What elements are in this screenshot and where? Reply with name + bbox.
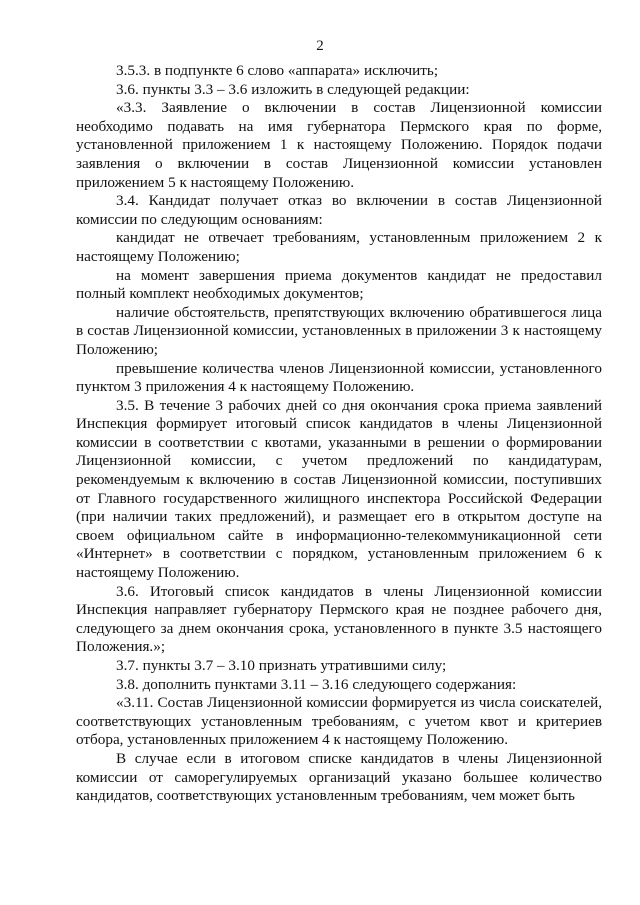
refusal-reason-2: на момент завершения приема документов кандидат не предоставил полный комплект необходимых документов; <box>76 266 602 303</box>
paragraph-3-8: 3.8. дополнить пунктами 3.11 – 3.16 следующего содержания: <box>116 675 517 693</box>
refusal-reason-3: наличие обстоятельств, препятствующих включению обратившегося лица в состав Лицензионной комиссии, установленных в приложении 3 к настоящему Положению; <box>76 303 602 358</box>
refusal-reason-1: кандидат не отвечает требованиям, установленным приложением 2 к настоящему Положению; <box>76 229 602 265</box>
refusal-reason-4: превышение количества членов Лицензионной комиссии, установленного пунктом 3 приложения 4 к настоящему Положению. <box>76 359 602 396</box>
paragraph-sro-candidates: В случае если в итоговом списке кандидатов в члены Лицензионной комиссии от саморегулируемых организаций указано большее количество кандидатов, соответствующих установленным требованиям, чем может быть <box>76 749 602 805</box>
document-body <box>76 62 602 806</box>
paragraph-3-7: 3.7. пункты 3.7 – 3.10 признать утратившими силу; <box>116 657 447 674</box>
paragraph-3-6-new: 3.6. Итоговый список кандидатов в члены Лицензионной комиссии Инспекция направляет губернатору Пермского края не позднее рабочего дня, следующего за днем окончания срока, установленного в пункте 3.5 настоящего Положения.»; <box>76 582 602 656</box>
paragraph-3-11-new: «3.11. Состав Лицензионной комиссии формируется из числа соискателей, соответствующих установленным требованиям, с учетом квот и критериев отбора, установленных приложением 4 к настоящему Положению. <box>76 694 602 749</box>
paragraph-3-3-new: «3.3. Заявление о включении в состав Лицензионной комиссии необходимо подавать на имя губернатора Пермского края по форме, установленной приложением 1 к настоящему Положению. Порядок подачи заявления о включении в состав Лицензионной комиссии установлен приложением 5 к настоящему Положению. <box>76 99 602 191</box>
paragraph-3-5-new: 3.5. В течение 3 рабочих дней со дня окончания срока приема заявлений Инспекция формирует итоговый список кандидатов в члены Лицензионной комиссии в соответствии с квотами, указанными в решении о формировании Лицензионной комиссии, с учетом предложений по кандидатурам, рекомендуемым к включению в состав Лицензионной комиссии, поступивших от Главного государственного жилищного инспектора Российской Федерации (при наличии таких предложений), и размещает его в открытом доступе на своем официальном сайте в информационно-телекоммуникационной сети «Интернет» в соответствии с порядком, установленным приложением 6 к настоящему Положению. <box>76 396 602 582</box>
paragraph-3-4-new: 3.4. Кандидат получает отказ во включении в состав Лицензионной комиссии по следующим основаниям: <box>76 192 602 228</box>
paragraph-3-5-3: 3.5.3. в подпункте 6 слово «аппарата» исключить; <box>116 62 439 79</box>
page-number: 2 <box>316 38 324 54</box>
paragraph-3-6: 3.6. пункты 3.3 – 3.6 изложить в следующей редакции: <box>116 80 470 98</box>
